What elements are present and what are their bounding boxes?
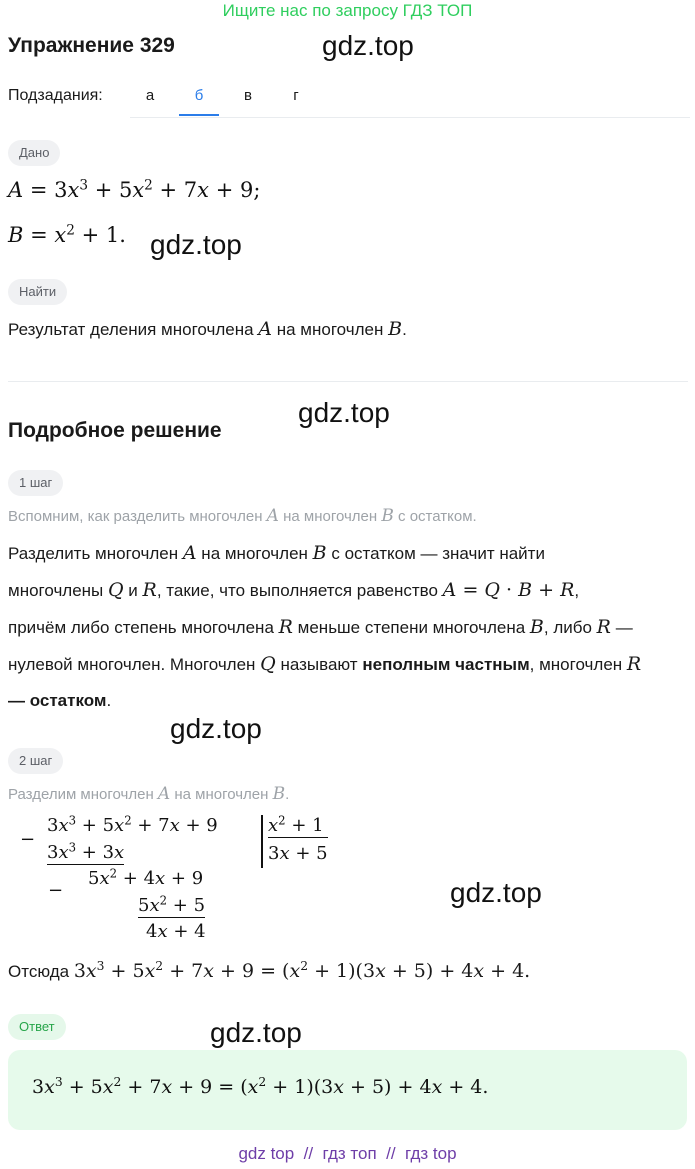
step-1-line-4: нулевой многочлен. Многочлен Q называют неполным частным, многочлен R (8, 653, 642, 675)
step-1-line-5: — остатком. (8, 691, 112, 710)
division-subtrahend-2: $5x^2 + 5$ (138, 893, 206, 916)
division-remainder-1: $5x^2 + 4x + 9$ (88, 866, 204, 889)
division-dividend: $3x^3 + 5x^2 + 7x + 9$ (47, 813, 218, 836)
tab-b[interactable]: б (179, 77, 219, 116)
division-divisor: $x^2 + 1$ (268, 815, 328, 838)
division-remainder: 4x + 4 (146, 921, 206, 942)
bold-term-2: — остатком (8, 691, 107, 710)
division-minus-1: − (20, 829, 36, 850)
given-formula-a: $A = 3x^3 + 5x^2 + 7x + 9$; (8, 177, 261, 202)
step-1-line-1: Разделить многочлен A на многочлен B с остатком — значит найти (8, 542, 545, 564)
division-minus-2: − (48, 880, 64, 901)
solution-title: Подробное решение (8, 419, 222, 442)
watermark: gdz.top (170, 713, 262, 744)
given-formula-b: $B = x^2 + 1$. (8, 222, 126, 247)
find-text: Результат деления многочлена A на многочлен B. (8, 318, 407, 340)
step-1-badge: 1 шаг (8, 470, 63, 496)
answer-badge: Ответ (8, 1014, 66, 1040)
divider (8, 381, 688, 382)
division-vertical-bar (261, 815, 263, 868)
search-banner: Ищите нас по запросу ГДЗ ТОП (222, 1, 473, 20)
find-badge: Найти (8, 279, 67, 305)
step-2-hint: Разделим многочлен A на многочлен B. (8, 784, 290, 804)
step-1-line-2: многочлены Q и R, такие, что выполняется равенство A = Q · B + R, (8, 579, 580, 601)
bold-term-1: неполным частным (362, 655, 530, 674)
step-1-paragraph (8, 535, 688, 719)
exercise-title: Упражнение 329 (8, 34, 175, 57)
division-quotient: 3x + 5 (268, 843, 328, 864)
step-2-badge: 2 шаг (8, 748, 63, 774)
watermark: gdz.top (210, 1017, 302, 1048)
tab-v[interactable]: в (244, 87, 252, 104)
watermark: gdz.top (322, 30, 414, 61)
given-badge: Дано (8, 140, 60, 166)
subtasks-label: Подзадания: (8, 87, 103, 104)
step-1-hint: Вспомним, как разделить многочлен A на многочлен B с остатком. (8, 506, 477, 526)
answer-formula: $3x^3 + 5x^2 + 7x + 9 = (x^2 + 1)(3x + 5) + 4x + 4$. (32, 1075, 489, 1098)
division-subtrahend-1: $3x^3 + 3x$ (47, 840, 125, 863)
tab-a[interactable]: а (145, 87, 155, 104)
subtasks-tabs (130, 77, 690, 118)
watermark: gdz.top (298, 397, 390, 428)
step-1-line-3: причём либо степень многочлена R меньше степени многочлена B, либо R — (8, 616, 633, 638)
footer-links[interactable]: gdz top // гдз топ // гдз top (238, 1144, 457, 1163)
step-2-result: Отсюда $3x^3 + 5x^2 + 7x + 9 = (x^2 + 1)(3x + 5) + 4x + 4$. (8, 959, 531, 982)
watermark: gdz.top (450, 877, 542, 908)
watermark: gdz.top (150, 229, 242, 260)
tab-g[interactable]: г (293, 87, 299, 104)
